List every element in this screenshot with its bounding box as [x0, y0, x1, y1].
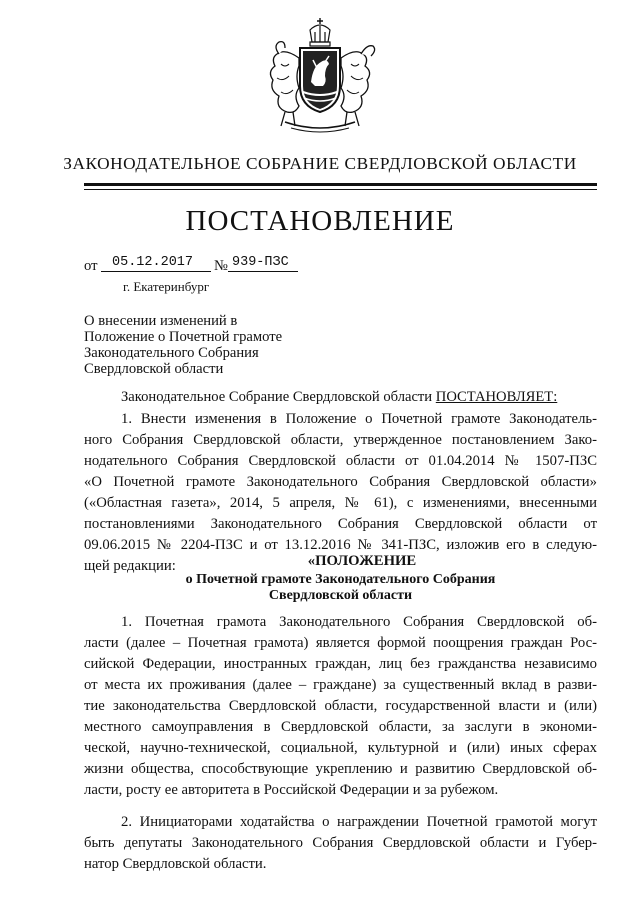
- para2-line: быть депутаты Законодательного Собрания Свердловской области и Губер-: [84, 835, 597, 851]
- para2-line: натор Свердловской области.: [84, 856, 267, 872]
- annex-subtitle-line: Свердловской области: [268, 588, 413, 603]
- annex-title: «ПОЛОЖЕНИЕ: [307, 553, 417, 569]
- para1-line: сийской Федерации, иностранных граждан, лиц без гражданства независимо: [84, 656, 597, 672]
- document-date: 05.12.2017: [112, 255, 194, 270]
- item1-line: щей редакции:: [84, 558, 176, 574]
- subject-line: О внесении изменений в: [84, 313, 238, 329]
- para1-line: от места их проживания (далее – граждане) за существенный вклад в разви-: [84, 677, 597, 693]
- item1-line: постановлениями Законодательного Собрания Свердловской области от: [84, 516, 597, 532]
- subject-line: Положение о Почетной грамоте: [84, 329, 283, 345]
- item1-line: нодательного Собрания Свердловской области от 01.04.2014 № 1507-ПЗС: [84, 453, 597, 469]
- number-prefix: №: [214, 258, 228, 274]
- item1-line: 1. Внести изменения в Положение о Почетной грамоте Законодатель-: [121, 411, 597, 427]
- para1-line: ласти (далее – Почетная грамота) является формой поощрения граждан Рос-: [84, 635, 597, 651]
- para1-line: ласти, росту ее авторитета в Российской Федерации и за рубежом.: [84, 782, 499, 798]
- document-number: 939-ПЗС: [232, 255, 289, 270]
- preamble-verb: ПОСТАНОВЛЯЕТ:: [435, 389, 558, 405]
- item1-line: 09.06.2015 № 2204-ПЗС и от 13.12.2016 № 341-ПЗС, изложив его в следую-: [84, 537, 597, 553]
- city-label: г. Екатеринбург: [123, 279, 210, 294]
- organization-name: ЗАКОНОДАТЕЛЬНОЕ СОБРАНИЕ СВЕРДЛОВСКОЙ ОБЛАСТИ: [63, 154, 577, 173]
- document-type-title: ПОСТАНОВЛЕНИЕ: [185, 205, 455, 237]
- para1-line: 1. Почетная грамота Законодательного Собрания Свердловской об-: [121, 614, 597, 630]
- para2-line: 2. Инициаторами ходатайства о награждении Почетной грамотой могут: [121, 814, 597, 830]
- coat-of-arms-emblem: [255, 18, 385, 136]
- header-thin-rule: [84, 189, 597, 190]
- subject-line: Законодательного Собрания: [84, 345, 259, 361]
- para1-line: жизни общества, способствующие укреплению и развитию Свердловской об-: [84, 761, 597, 777]
- preamble-text: Законодательное Собрание Свердловской области: [121, 389, 433, 405]
- item1-line: «О Почетной грамоте Законодательного Собрания Свердловской области»: [84, 474, 597, 490]
- item1-line: («Областная газета», 2014, 5 апреля, № 61), с изменениями, внесенными: [84, 495, 597, 511]
- subject-line: Свердловской области: [84, 361, 224, 377]
- para1-line: местного самоуправления в Свердловской области, за заслуги в экономи-: [84, 719, 597, 735]
- date-prefix: от: [84, 258, 98, 274]
- annex-subtitle-line: о Почетной грамоте Законодательного Собрания: [185, 572, 496, 587]
- preamble: [121, 389, 557, 406]
- para1-line: тие законодательства Свердловской области, государственной власти и (или): [84, 698, 597, 714]
- item1-line: ного Собрания Свердловской области, утвержденное постановлением Зако-: [84, 432, 597, 448]
- para1-line: ческой, научно-технической, социальной, культурной и (или) иных сферах: [84, 740, 597, 756]
- header-thick-rule: [84, 183, 597, 186]
